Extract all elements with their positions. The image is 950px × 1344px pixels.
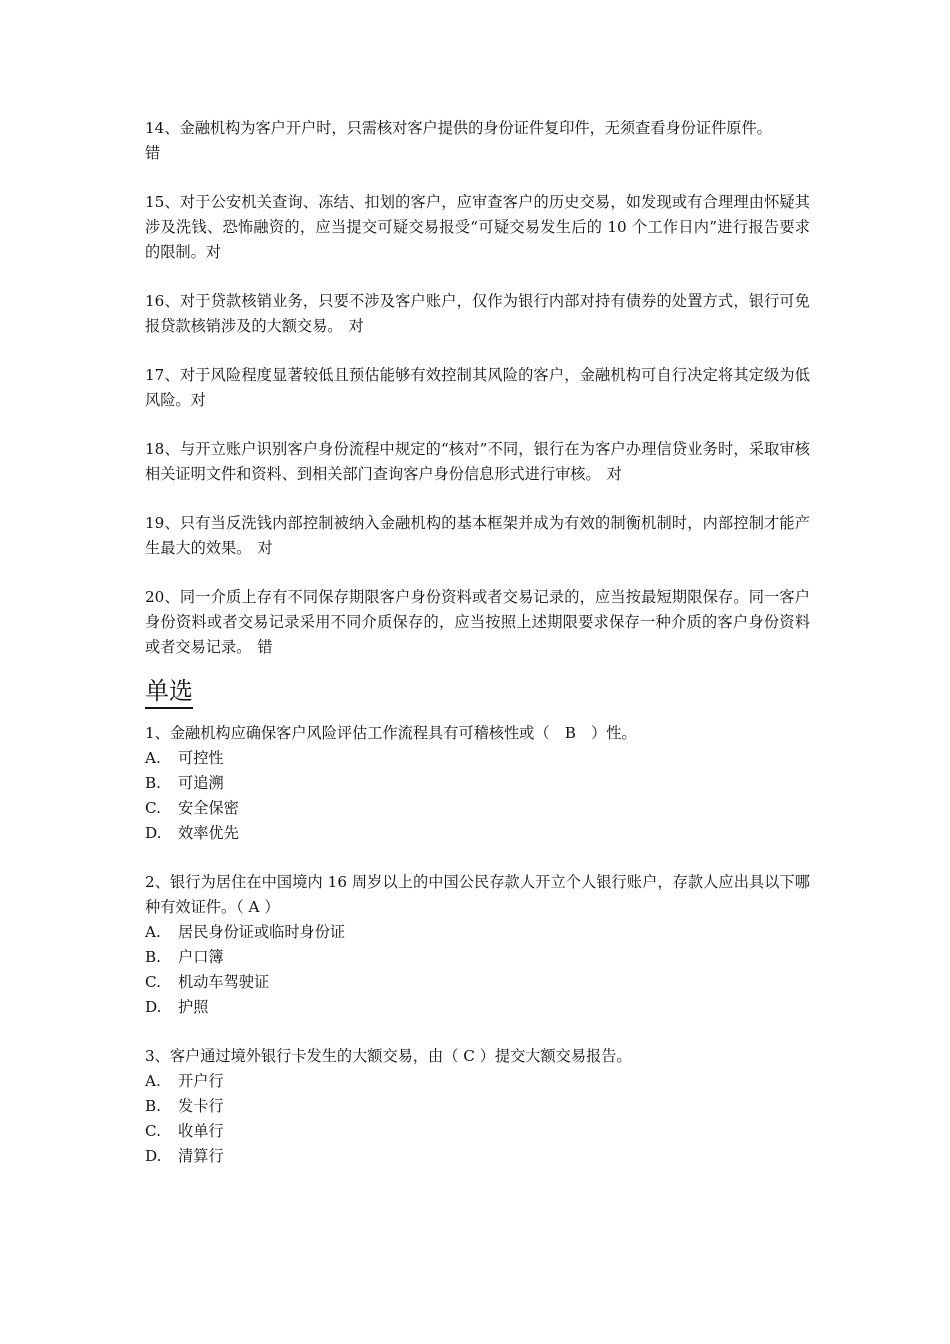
question-2 xyxy=(145,870,810,1020)
option-a xyxy=(145,920,810,945)
judgment-answer: 对 xyxy=(205,243,221,261)
option-a xyxy=(145,1069,810,1094)
judgment-item-18 xyxy=(145,437,810,487)
judgment-answer: 对 xyxy=(257,539,273,557)
option-text: 户口簿 xyxy=(178,948,224,966)
option-letter: A. xyxy=(145,1072,161,1090)
judgment-item-16 xyxy=(145,289,810,339)
option-letter: B. xyxy=(145,948,161,966)
judgment-item-19 xyxy=(145,511,810,561)
option-d xyxy=(145,995,810,1020)
judgment-text: 16、对于贷款核销业务，只要不涉及客户账户，仅作为银行内部对持有债券的处置方式，银行可免报贷款核销涉及的大额交易。 xyxy=(145,292,810,335)
option-text: 开户行 xyxy=(178,1072,224,1090)
option-text: 可控性 xyxy=(178,749,224,767)
judgment-text: 19、只有当反洗钱内部控制被纳入金融机构的基本框架并成为有效的制衡机制时，内部控制才能产生最大的效果。 xyxy=(145,514,810,557)
section-title: 单选 xyxy=(145,676,193,709)
judgment-answer: 错 xyxy=(145,144,161,162)
question-text: 1、金融机构应确保客户风险评估工作流程具有可稽核性或（ B ）性。 xyxy=(145,724,637,742)
judgment-text: 14、金融机构为客户开户时，只需核对客户提供的身份证件复印件，无须查看身份证件原件。 xyxy=(145,119,772,137)
option-d xyxy=(145,821,810,846)
option-c xyxy=(145,970,810,995)
document-page xyxy=(145,116,810,1193)
option-text: 效率优先 xyxy=(178,824,239,842)
option-text: 清算行 xyxy=(178,1147,224,1165)
option-letter: D. xyxy=(145,998,162,1016)
option-letter: C. xyxy=(145,973,161,991)
judgment-answer: 对 xyxy=(606,465,622,483)
question-1 xyxy=(145,721,810,846)
judgment-answer: 对 xyxy=(190,391,206,409)
option-text: 收单行 xyxy=(178,1122,224,1140)
option-b xyxy=(145,771,810,796)
question-3 xyxy=(145,1044,810,1169)
option-text: 安全保密 xyxy=(178,799,239,817)
option-text: 机动车驾驶证 xyxy=(178,973,270,991)
option-text: 居民身份证或临时身份证 xyxy=(178,923,346,941)
option-c xyxy=(145,1119,810,1144)
option-text: 可追溯 xyxy=(178,774,224,792)
judgment-answer: 错 xyxy=(257,638,273,656)
option-letter: A. xyxy=(145,923,161,941)
judgment-item-14 xyxy=(145,116,810,166)
judgment-answer: 对 xyxy=(348,317,364,335)
option-letter: C. xyxy=(145,799,161,817)
option-b xyxy=(145,1094,810,1119)
option-letter: C. xyxy=(145,1122,161,1140)
option-letter: A. xyxy=(145,749,161,767)
option-text: 护照 xyxy=(178,998,209,1016)
option-letter: D. xyxy=(145,824,162,842)
judgment-item-20 xyxy=(145,585,810,660)
option-letter: D. xyxy=(145,1147,162,1165)
judgment-list xyxy=(145,116,810,660)
question-text: 2、银行为居住在中国境内 16 周岁以上的中国公民存款人开立个人银行账户，存款人应出具以下哪种有效证件。（ A ） xyxy=(145,873,810,916)
judgment-text: 20、同一介质上存有不同保存期限客户身份资料或者交易记录的，应当按最短期限保存。同一客户身份资料或者交易记录采用不同介质保存的，应当按照上述期限要求保存一种介质的客户身份资料或者交易记录。 xyxy=(145,588,810,656)
option-c xyxy=(145,796,810,821)
judgment-text: 17、对于风险程度显著较低且预估能够有效控制其风险的客户，金融机构可自行决定将其定级为低风险。 xyxy=(145,366,810,409)
option-letter: B. xyxy=(145,774,161,792)
single-choice-list xyxy=(145,721,810,1169)
judgment-text: 18、与开立账户识别客户身份流程中规定的“核对”不同，银行在为客户办理信贷业务时，采取审核相关证明文件和资料、到相关部门查询客户身份信息形式进行审核。 xyxy=(145,440,810,483)
question-text: 3、客户通过境外银行卡发生的大额交易，由（ C ）提交大额交易报告。 xyxy=(145,1047,632,1065)
option-text: 发卡行 xyxy=(178,1097,224,1115)
judgment-item-17 xyxy=(145,363,810,413)
judgment-text: 15、对于公安机关查询、冻结、扣划的客户，应审查客户的历史交易，如发现或有合理理由怀疑其涉及洗钱、恐怖融资的，应当提交可疑交易报受“可疑交易发生后的 10 个工作日内”进行报告要求的限制。 xyxy=(145,193,810,261)
judgment-item-15 xyxy=(145,190,810,265)
option-b xyxy=(145,945,810,970)
option-d xyxy=(145,1144,810,1169)
option-letter: B. xyxy=(145,1097,161,1115)
option-a xyxy=(145,746,810,771)
